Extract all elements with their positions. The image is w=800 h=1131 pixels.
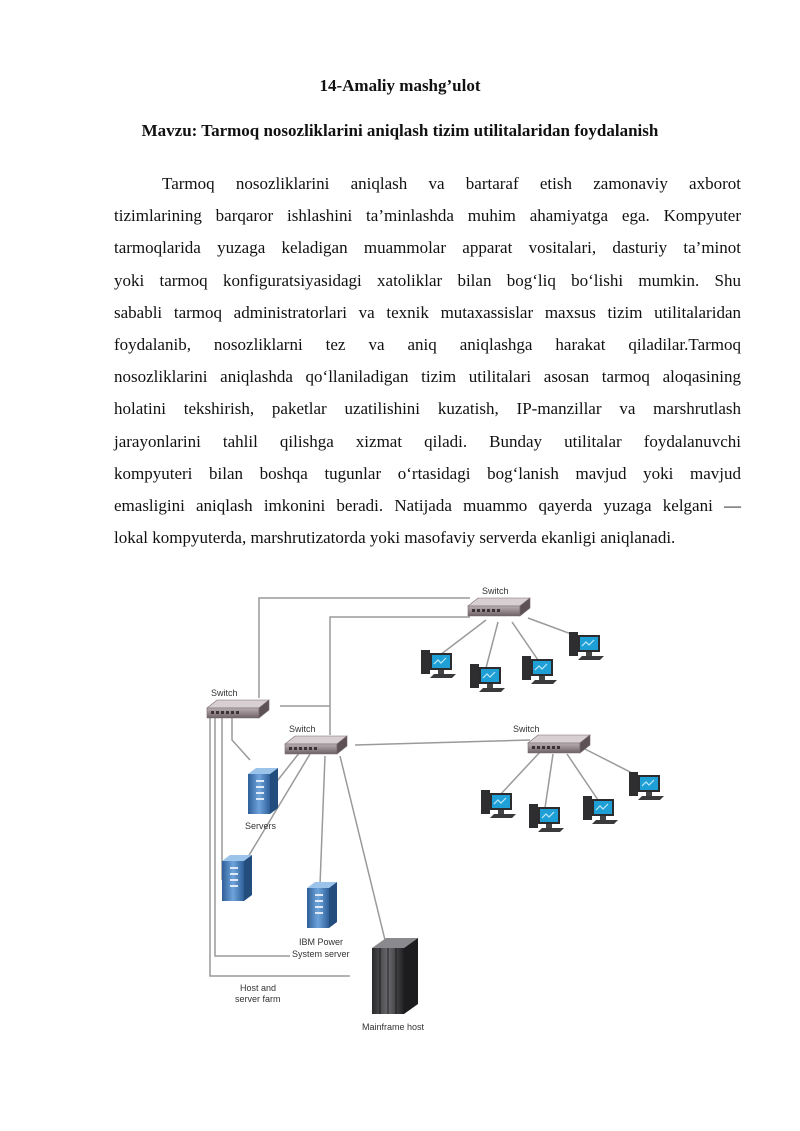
network-diagram [195, 578, 665, 1048]
paragraph-line: kompyuteri bilan boshqa tugunlar o‘rtasidagi bog‘lanish mavjud yoki mavjud [114, 463, 741, 483]
page-title: 14-Amaliy mashg’ulot [319, 76, 481, 95]
pc-icon [470, 664, 505, 692]
paragraph-line: foydalanib, nosozliklarni tez va aniq aniqlashga harakat qiladilar.Tarmoq [114, 334, 741, 354]
pc-icon [629, 772, 664, 800]
paragraph-line: holatini tekshirish, paketlar uzatilishini kuzatish, IP-manzillar va marshrutlash [114, 399, 741, 419]
servers-label: Servers [245, 821, 277, 831]
mainframe-icon [372, 938, 418, 1014]
paragraph-line: Tarmoq nosozliklarini aniqlash va bartaraf etish zamonaviy axborot [162, 174, 741, 193]
switch-left-icon [207, 700, 269, 718]
ibm-power-server-icon [307, 882, 337, 928]
host-farm-label-line1: Host and [240, 983, 277, 993]
server-icon [248, 768, 278, 814]
switch-right-icon [528, 735, 590, 753]
ibm-server-label-line1: IBM Power [299, 937, 344, 947]
body-paragraph [114, 168, 741, 554]
ibm-server-label-line2: System server [292, 949, 350, 959]
pc-icon [522, 656, 557, 684]
paragraph-line: sababli tarmoq administratorlari va texnik mutaxassislar maxsus tizim utilitalaridan [114, 302, 741, 322]
paragraph-line: tizimlarining barqaror ishlashini ta’minlashda muhim ahamiyatga ega. Kompyuter [114, 206, 741, 226]
pc-icon [583, 796, 618, 824]
switch-center-icon [285, 736, 347, 754]
pc-icon [529, 804, 564, 832]
paragraph-line: jarayonlarini tahlil qilishga xizmat qiladi. Bunday utilitalar foydalanuvchi [114, 431, 741, 451]
pc-icon [481, 790, 516, 818]
server-icon [222, 855, 252, 901]
paragraph-line: yoki tarmoq konfiguratsiyasidagi xatoliklar bilan bog‘liq bo‘lishi mumkin. Shu [114, 270, 741, 290]
switch-center-label: Switch [289, 724, 316, 734]
switch-top-label: Switch [482, 586, 509, 596]
paragraph-line: tarmoqlarida yuzaga keladigan muammolar apparat vositalari, dasturiy ta’minot [114, 238, 741, 258]
host-farm-label-line2: server farm [235, 994, 281, 1004]
paragraph-line: lokal kompyuterda, marshrutizatorda yoki masofaviy serverda ekanligi aniqlanadi. [114, 528, 676, 548]
page-subtitle: Mavzu: Tarmoq nosozliklarini aniqlash tizim utilitalaridan foydalanish [141, 121, 659, 140]
switch-left-label: Switch [211, 688, 238, 698]
switch-right-label: Switch [513, 724, 540, 734]
paragraph-line: nosozliklarini aniqlashda qo‘llaniladigan tizim utilitalari asosan tarmoq aloqasining [114, 367, 741, 387]
mainframe-label: Mainframe host [362, 1022, 425, 1032]
paragraph-line: emasligini aniqlash imkonini beradi. Natijada muammo qayerda yuzaga kelgani — [114, 495, 741, 515]
switch-top-icon [468, 598, 530, 616]
pc-icon [569, 632, 604, 660]
pc-icon [421, 650, 456, 678]
